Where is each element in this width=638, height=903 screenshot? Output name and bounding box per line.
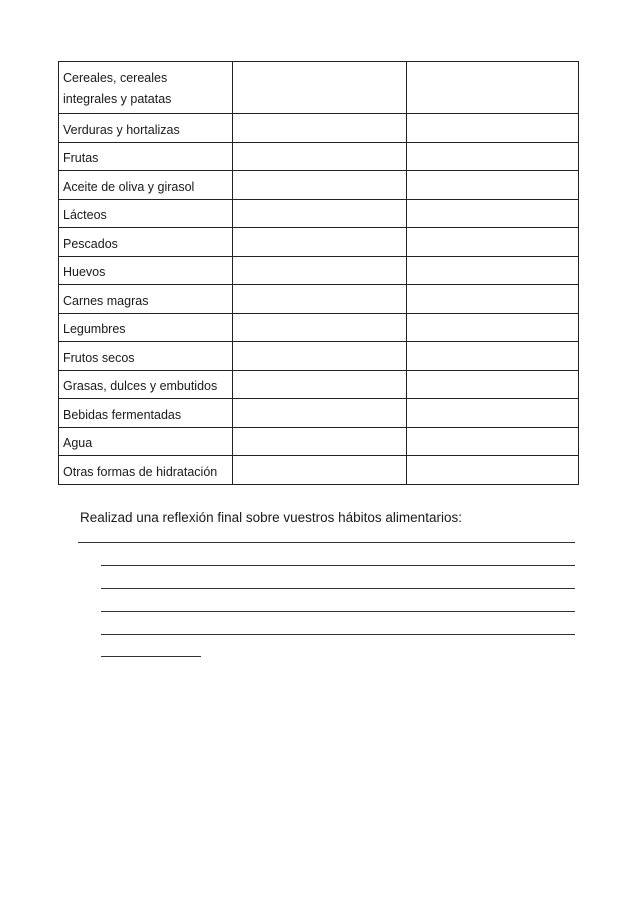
answer-line[interactable]	[101, 634, 575, 635]
table-row	[59, 199, 579, 228]
table-cell-input[interactable]	[407, 114, 579, 143]
table-cell-input[interactable]	[233, 142, 407, 171]
table-cell-input[interactable]	[407, 370, 579, 399]
table-cell-input[interactable]	[233, 456, 407, 485]
table-cell-input[interactable]	[407, 399, 579, 428]
table-cell-input[interactable]	[407, 313, 579, 342]
food-group-label: Carnes magras	[59, 285, 233, 314]
food-group-label: Huevos	[59, 256, 233, 285]
table-row	[59, 171, 579, 200]
table-cell-input[interactable]	[407, 342, 579, 371]
answer-line[interactable]	[101, 565, 575, 566]
table-cell-input[interactable]	[233, 114, 407, 143]
table-row	[59, 228, 579, 257]
table-cell-input[interactable]	[233, 256, 407, 285]
table-cell-input[interactable]	[233, 199, 407, 228]
table-cell-input[interactable]	[233, 427, 407, 456]
table-cell-input[interactable]	[407, 171, 579, 200]
table-cell-input[interactable]	[407, 142, 579, 171]
food-group-label: Pescados	[59, 228, 233, 257]
table-cell-input[interactable]	[407, 456, 579, 485]
food-group-label: Verduras y hortalizas	[59, 114, 233, 143]
table-cell-input[interactable]	[233, 342, 407, 371]
table-cell-input[interactable]	[233, 171, 407, 200]
food-group-label: Legumbres	[59, 313, 233, 342]
answer-line[interactable]	[78, 542, 575, 543]
food-group-label: Otras formas de hidratación	[59, 456, 233, 485]
table-row	[59, 342, 579, 371]
table-cell-input[interactable]	[233, 370, 407, 399]
table-row	[59, 456, 579, 485]
table-cell-input[interactable]	[233, 313, 407, 342]
table-cell-input[interactable]	[407, 199, 579, 228]
table-row	[59, 370, 579, 399]
table-row	[59, 427, 579, 456]
food-group-label-line1: Cereales, cereales	[63, 71, 168, 85]
food-group-label: Bebidas fermentadas	[59, 399, 233, 428]
food-group-label-line2: integrales y patatas	[63, 92, 172, 106]
table-cell-input[interactable]	[233, 399, 407, 428]
reflection-prompt: Realizad una reflexión final sobre vuestros hábitos alimentarios:	[80, 510, 462, 525]
food-group-label: Aceite de oliva y girasol	[59, 171, 233, 200]
answer-line-short[interactable]	[101, 656, 201, 657]
table-cell-input[interactable]	[407, 256, 579, 285]
table-cell-input[interactable]	[233, 285, 407, 314]
food-group-label	[59, 62, 233, 114]
table-row	[59, 62, 579, 114]
table-cell-input[interactable]	[407, 62, 579, 114]
food-group-label: Agua	[59, 427, 233, 456]
table-cell-input[interactable]	[407, 228, 579, 257]
food-group-label: Frutos secos	[59, 342, 233, 371]
table-cell-input[interactable]	[233, 228, 407, 257]
table-row	[59, 114, 579, 143]
answer-line[interactable]	[101, 611, 575, 612]
table-row	[59, 256, 579, 285]
table-cell-input[interactable]	[407, 285, 579, 314]
table-row	[59, 313, 579, 342]
table-row	[59, 142, 579, 171]
table-cell-input[interactable]	[407, 427, 579, 456]
food-group-label: Grasas, dulces y embutidos	[59, 370, 233, 399]
food-group-label: Lácteos	[59, 199, 233, 228]
food-group-label: Frutas	[59, 142, 233, 171]
food-groups-table	[58, 61, 579, 485]
table-row	[59, 285, 579, 314]
table-cell-input[interactable]	[233, 62, 407, 114]
answer-line[interactable]	[101, 588, 575, 589]
table-row	[59, 399, 579, 428]
